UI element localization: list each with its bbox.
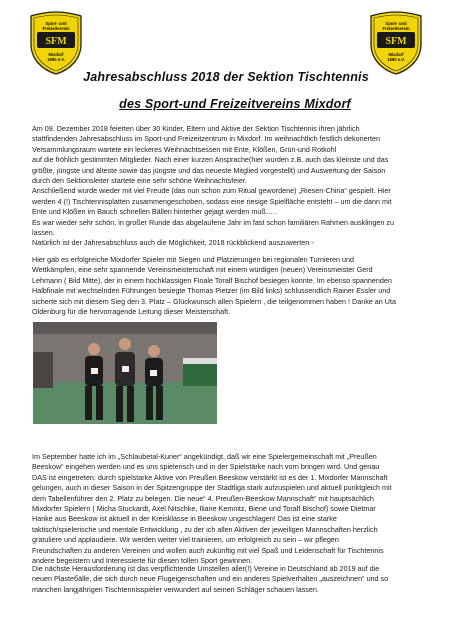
text-line: sicherte sich mit diesem Sieg den 3. Platz – Glückwunsch allen Spielern , die teilgenommen haben ! Danke an Uta — [32, 296, 396, 306]
logo-text-top: Sport- und — [45, 21, 67, 26]
text-line: Beeskow“ eingehen werden und es uns spielerisch und in der Spielstärke nach vorn bringen wird. Und genau — [32, 462, 380, 472]
text-line: Wettkämpfen, eine sehr spannende Vereinsmeisterschaft mit einem würdigen (neuen) Vereinsmeister Gerd — [32, 265, 373, 275]
text-line: Natürlich ist der Jahresabschluss auch die Möglichkeit, 2018 rückblickend auszuwerten - — [32, 238, 314, 248]
text-line: Die nächste Herausforderung ist das verpflichtende Umstellen aller(!) Vereine in Deutschland ab 2019 auf die — [32, 564, 380, 573]
text-line: gratuliere und applaudiere. Wir werden weiter viel trainieren, um erfolgreich zu sein – wir pflegen — [32, 535, 339, 545]
text-line: Es war wieder sehr schön, in großer Runde das abgelaufene Jahr im fast schon familiären Rahmen ausklingen zu — [32, 217, 394, 227]
text-line: DAS ist eingetreten: durch spielstarke Aktive von Preußen Beeskow verstärkt ist es der 1. Mixdorfer Mannschaft — [32, 472, 388, 482]
text-line: Oldenburg für die hervorragende Leitung dieser Meisterschaft. — [32, 307, 231, 317]
text-line: gelungen, auch in dieser Saison in der Spitzengruppe der Stadtliga stark aufzuspielen und aktuell punktgleich mit — [32, 483, 392, 493]
text-line: lassen. — [32, 228, 55, 238]
paragraph-outlook — [32, 564, 424, 595]
text-line: Im September hatte ich im „Schlaubetal-Kurier“ angekündigt, daß wir eine Spielergemeinschaft mit „Preußen — [32, 452, 377, 461]
text-line: Lehmann ( Bild Mitte), der in einem hochklassigen Finale Toralf Bischof besiegen konnte. Im ebenso spannenden — [32, 275, 392, 285]
svg-text:Freizeitverein: Freizeitverein — [42, 26, 70, 31]
paragraph-intro — [32, 124, 424, 249]
text-line: neuen Plasteбälle, die sich durch neue Flugeigenschaften und ein anderes Spielverhalten „auszeichnen“ und so — [32, 574, 389, 584]
paragraph-championship — [32, 255, 424, 317]
text-line: Hier gab es erfolgreiche Mixdorfer Spieler mit Siegen und Platzierungen bei regionalen Turnieren und — [32, 255, 355, 264]
text-line: Anschließend wurde wieder mit viel Freude (das nun schon zum Ritual gewordene) „Riesen-China“ gespielt. Hier — [32, 186, 391, 196]
text-line: dem Tabellenführer den 2. Platz zu belegen. Die neue“ 4. Preußen-Beeskow Mannschaft“ mit hauptsächlich — [32, 493, 374, 503]
page-title: Jahresabschluss 2018 der Sektion Tischtennis — [83, 70, 369, 84]
svg-text:1990 e.V.: 1990 e.V. — [387, 57, 405, 62]
photo-players — [33, 322, 217, 424]
text-line: größte, jüngste und älteste sowie das jüngste und das neueste Mitglied vorgestellt) und Auswertung der Saison — [32, 165, 386, 175]
svg-text:1990 e.V.: 1990 e.V. — [47, 57, 65, 62]
text-line: manchen langjährigen Tischtennisspieler verwundert auf seinen Schläger schauen lassen. — [32, 584, 319, 594]
text-line: stattfindenden Jahresabschluss im Sport-und Freizeitzentrum in Mixdorf. Im weihnachtlich festlich dekorierten — [32, 134, 380, 144]
logo-text-mid: SFM — [45, 36, 67, 47]
svg-text:Freizeitverein: Freizeitverein — [382, 26, 410, 31]
text-line: Mixdorfer Spielern ( Micha Stuckardt, Axel Nitschke, Iliane Kemnitz, Biene und Toralf Bischof) sowie Dietmar — [32, 504, 376, 514]
text-line: Halbfinale mit wechselnden Führungen besiegte Thomas Pietzer (im Bild links) schlussendlich Rainer Essler und — [32, 286, 391, 296]
text-line: andere begeistern und Interessierte für diesen tollen Sport gewinnen. — [32, 556, 253, 566]
club-logo-right — [369, 10, 423, 76]
text-line: Am 09. Dezember 2018 feierten über 30 Kinder, Eltern und Aktive der Sektion Tischtennis ihren jährlich — [32, 124, 360, 133]
text-line: Hanke aus Beeskow ist aktuell in der Kreisklasse in Beeskow ungeschlagen! Das ist eine starke — [32, 514, 337, 524]
svg-text:Sport- und: Sport- und — [385, 21, 407, 26]
text-line: Versammlungsraum wartete ein leckeres Weihnachtsessen mit Ente, Klößen, Grün-und Rotkohl — [32, 144, 337, 154]
text-line: Freundschaften zu anderen Vereinen und wollen auch zukünftig mit viel Spaß und Leidenschaft für Tischtennis — [32, 545, 384, 555]
text-line: Ente und Klößen im Bauch schnellen Bällen hinterher gejagt werden muß….. — [32, 207, 277, 217]
page-subtitle: des Sport-und Freizeitvereins Mixdorf — [119, 97, 351, 111]
paragraph-team — [32, 452, 424, 566]
svg-text:SFM: SFM — [385, 36, 407, 47]
club-logo-left — [29, 10, 83, 76]
svg-text:Mixdorf: Mixdorf — [388, 52, 404, 57]
logo-text-bottom: Mixdorf — [48, 52, 64, 57]
text-line: werden 4 (!) Tischtennisplatten zusammengeschoben, sodass eine riesige Spielfläche entsteht – um die dann mit — [32, 196, 392, 206]
text-line: taktisch/spielerische und mentale Entwicklung , zu der ich allen Aktiven der jeweiligen Mannschaften herzlich — [32, 524, 378, 534]
text-line: durch den Sektionsleiter startete eine sehr schöne Weihnachtsfeier. — [32, 176, 247, 186]
text-line: auf die fröhlich gestimmten Mitglieder. Nach einer kurzen Ansprache(hier wurden z.B. auch das kleinste und das — [32, 155, 389, 165]
